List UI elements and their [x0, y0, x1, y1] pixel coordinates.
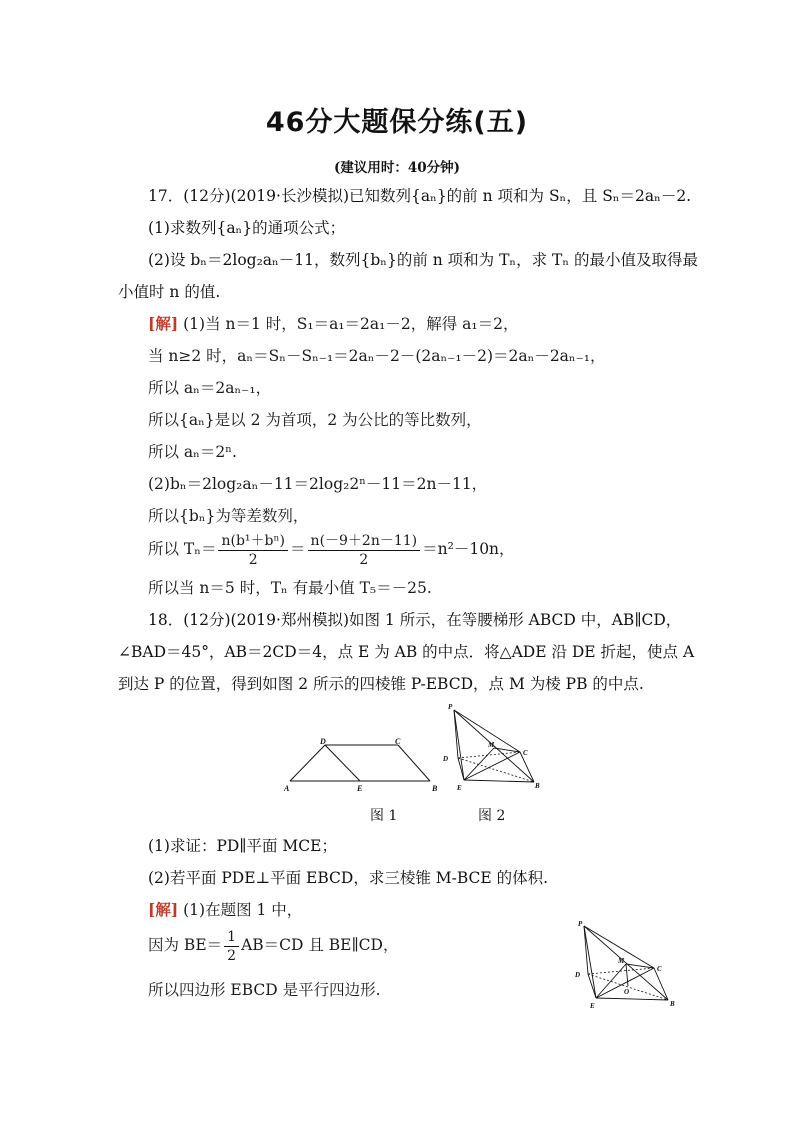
q17-part1: (1)求数列{aₙ}的通项公式； [148, 219, 346, 237]
page-title: 46分大题保分练(五) [265, 107, 529, 138]
page-subtitle: (建议用时：40分钟) [333, 160, 461, 176]
fraction-half-numerator: 1 [224, 928, 239, 947]
solution-mark: [解] [148, 314, 179, 333]
edge-pe [454, 710, 464, 780]
figure-2-pyramid [440, 700, 550, 795]
fraction-2-denominator: 2 [359, 551, 369, 568]
q17-solution-line2: 当 n≥2 时，aₙ＝Sₙ－Sₙ₋₁＝2aₙ－2－(2aₙ₋₁－2)＝2aₙ－2aₙ₋₁， [148, 347, 606, 365]
fraction-2-numerator: n(－9＋2n－11) [308, 532, 421, 551]
q17-part2-line2: 小值时 n 的值. [118, 283, 221, 301]
q17-sum-label: 所以 Tₙ＝ [148, 540, 217, 558]
edge-em [464, 748, 494, 780]
label-d: D [320, 737, 326, 746]
label-b: B [670, 1000, 675, 1008]
fraction-1-numerator: n(b¹＋bⁿ) [218, 532, 288, 551]
q18-solution-line3: 所以四边形 EBCD 是平行四边形. [148, 981, 381, 999]
q18-part2: (2)若平面 PDE⊥平面 EBCD，求三棱锥 M-BCE 的体积. [148, 869, 549, 887]
edge-cb [398, 745, 430, 781]
q18-sol-text1: (1)在题图 1 中， [183, 901, 303, 919]
q17-solution-line3: 所以 aₙ＝2aₙ₋₁， [148, 379, 272, 397]
edge-eb [464, 780, 534, 782]
edge-pe [584, 926, 596, 998]
label-e: E [590, 1002, 595, 1010]
edge-pc [454, 710, 520, 752]
q17-sum-result: ＝n²－10n， [422, 540, 515, 558]
edge-db-hidden [458, 758, 534, 782]
q18-stem-line2: ∠BAD＝45°，AB＝2CD＝4，点 E 为 AB 的中点．将△ADE 沿 DE 折起，使点 A [118, 643, 695, 661]
label-d: D [575, 971, 581, 979]
q17-stem: 17．(12分)(2019·长沙模拟)已知数列{aₙ}的前 n 项和为 Sₙ，且 Sₙ＝2aₙ－2. [148, 187, 692, 205]
q18-solution-line2 [148, 926, 398, 965]
edge-da [290, 745, 325, 781]
q17-part2-line1: (2)设 bₙ＝2log₂aₙ－11，数列{bₙ}的前 n 项和为 Tₙ，求 Tₙ 的最小值及取得最 [148, 251, 699, 269]
label-e: E [357, 784, 363, 793]
edge-em [596, 964, 626, 998]
q18-be-label: 因为 BE＝ [148, 936, 223, 954]
q17-solution-line8 [148, 530, 515, 569]
label-e: E [457, 784, 462, 792]
label-b: B [535, 782, 540, 790]
edge-de [588, 974, 596, 998]
label-c: C [657, 965, 662, 973]
q18-stem-line3: 到达 P 的位置，得到如图 2 所示的四棱锥 P-EBCD，点 M 为棱 PB 的中点. [118, 675, 644, 693]
figure-2-caption: 图 2 [478, 808, 506, 824]
label-p: P [578, 920, 583, 928]
q17-solution-line9: 所以当 n＝5 时，Tₙ 有最小值 T₅＝－25. [148, 579, 432, 597]
fraction-half-denominator: 2 [227, 947, 237, 964]
edge-de [325, 745, 360, 781]
figure-3-pyramid-with-o [570, 918, 685, 1013]
equals-sign: ＝ [290, 540, 306, 558]
figure-1-trapezoid [280, 735, 440, 795]
fraction-2 [308, 532, 421, 569]
fraction-half [224, 928, 239, 965]
label-o: O [624, 988, 630, 996]
label-c: C [395, 737, 401, 746]
q17-sol-text1: (1)当 n＝1 时，S₁＝a₁＝2a₁－2，解得 a₁＝2， [183, 315, 519, 333]
label-a: A [284, 784, 290, 793]
label-p: P [448, 703, 453, 711]
q18-be-rest: AB＝CD 且 BE∥CD， [241, 936, 399, 954]
edge-pd [584, 926, 588, 974]
q17-solution-line4: 所以{aₙ}是以 2 为首项，2 为公比的等比数列， [148, 411, 482, 429]
fraction-1-denominator: 2 [248, 551, 258, 568]
label-b: B [432, 784, 438, 793]
q17-solution-line1 [148, 314, 518, 334]
edge-ec [464, 752, 520, 780]
q18-part1: (1)求证：PD∥平面 MCE； [148, 837, 337, 855]
q17-solution-line6: (2)bₙ＝2log₂aₙ－11＝2log₂2ⁿ－11＝2n－11， [148, 475, 488, 493]
label-d: D [443, 755, 449, 763]
q17-solution-line7: 所以{bₙ}为等差数列， [148, 507, 309, 525]
solution-mark: [解] [148, 900, 179, 919]
label-m: M [618, 957, 625, 965]
q18-stem-line1: 18．(12分)(2019·郑州模拟)如图 1 所示，在等腰梯形 ABCD 中，AB∥CD， [148, 611, 682, 629]
edge-eb [596, 998, 668, 1000]
q18-solution-line1 [148, 900, 302, 920]
label-c: C [523, 749, 528, 757]
q17-solution-line5: 所以 aₙ＝2ⁿ. [148, 443, 237, 461]
label-m: M [488, 741, 495, 749]
fraction-1 [218, 532, 288, 569]
figure-1-caption: 图 1 [370, 808, 398, 824]
